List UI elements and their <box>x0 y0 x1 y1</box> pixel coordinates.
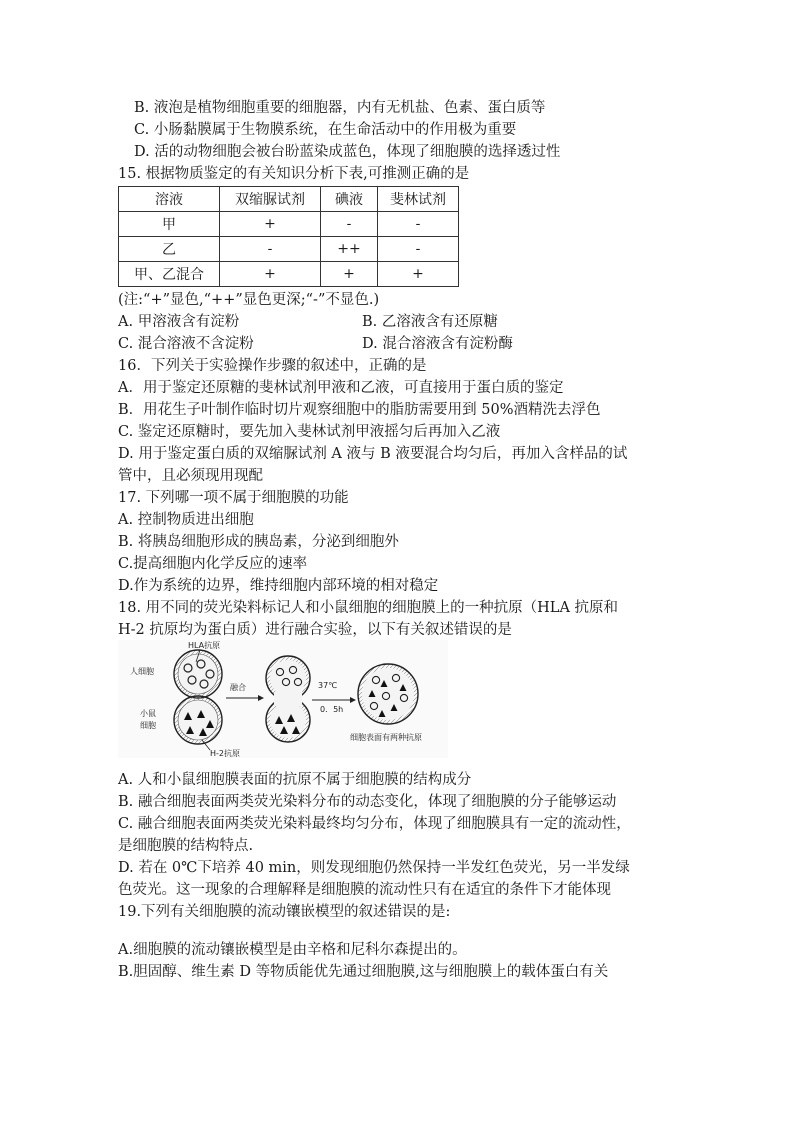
table-header: 斐林试剂 <box>378 187 459 212</box>
table-header: 双缩脲试剂 <box>220 187 321 212</box>
human-cell-label: 人细胞 <box>130 667 154 676</box>
table-cell: 乙 <box>119 237 220 262</box>
q17-option-b: B. 将胰岛细胞形成的胰岛素，分泌到细胞外 <box>118 534 399 550</box>
q18-option-d-line1: D. 若在 0℃下培养 40 min，则发现细胞仍然保持一半发红色荧光，另一半发绿 <box>118 860 630 876</box>
q15-option-c: C. 混合溶液不含淀粉 <box>118 336 254 352</box>
result-label: 细胞表面有两种抗原 <box>350 733 422 742</box>
q17-option-a: A. 控制物质进出细胞 <box>118 512 254 528</box>
q17-option-d: D.作为系统的边界，维持细胞内部环境的相对稳定 <box>118 578 439 594</box>
result-cell <box>358 664 418 724</box>
q16-option-d-line1: D. 用于鉴定蛋白质的双缩脲试剂 A 液与 B 液要混合均匀后，再加入含样品的试 <box>118 446 628 462</box>
q16-option-b: B．用花生子叶制作临时切片观察细胞中的脂肪需要用到 50%酒精洗去浮色 <box>118 402 601 418</box>
q18-option-c-line2: 是细胞膜的结构特点. <box>118 838 254 854</box>
q18-option-b: B. 融合细胞表面两类荧光染料分布的动态变化，体现了细胞膜的分子能够运动 <box>118 794 617 810</box>
table-cell: + <box>378 262 459 287</box>
table-header: 溶液 <box>119 187 220 212</box>
table-header: 碘液 <box>321 187 378 212</box>
q19-option-b: B.胆固醇、维生素 D 等物质能优先通过细胞膜,这与细胞膜上的载体蛋白有关 <box>118 964 609 980</box>
q15-stem: 15. 根据物质鉴定的有关知识分析下表,可推测正确的是 <box>118 166 470 182</box>
q18-stem-line2: H-2 抗原均为蛋白质）进行融合实验，以下有关叙述错误的是 <box>118 622 512 638</box>
q16-option-d-line2: 管中，且必须现用现配 <box>118 468 263 484</box>
q19-option-a: A.细胞膜的流动镶嵌模型是由辛格和尼科尔森提出的。 <box>118 942 467 958</box>
q15-option-b: B. 乙溶液含有还原糖 <box>362 314 498 330</box>
reagent-table <box>118 186 459 287</box>
table-row <box>119 212 459 237</box>
q18-option-c-line1: C. 融合细胞表面两类荧光染料最终均匀分布，体现了细胞膜具有一定的流动性， <box>118 816 631 832</box>
table-cell: + <box>220 262 321 287</box>
q14-option-d: D. 活的动物细胞会被台盼蓝染成蓝色，体现了细胞膜的选择透过性 <box>134 144 561 160</box>
q19-stem: 19.下列有关细胞膜的流动镶嵌模型的叙述错误的是: <box>118 904 451 920</box>
q15-option-a: A. 甲溶液含有淀粉 <box>118 314 240 330</box>
q16-stem: 16．下列关于实验操作步骤的叙述中，正确的是 <box>118 358 427 374</box>
table-cell: - <box>220 237 321 262</box>
q14-option-c: C. 小肠黏膜属于生物膜系统，在生命活动中的作用极为重要 <box>134 122 517 138</box>
q15-option-d: D. 混合溶液含有淀粉酶 <box>362 336 513 352</box>
q14-option-b: B. 液泡是植物细胞重要的细胞器，内有无机盐、色素、蛋白质等 <box>134 100 546 116</box>
temperature-label: 37℃ <box>318 681 338 690</box>
mouse-cell-label-1: 小鼠 <box>140 709 156 718</box>
table-cell: - <box>378 212 459 237</box>
table-cell: - <box>321 212 378 237</box>
mouse-cell <box>174 696 222 744</box>
table-cell: 甲 <box>119 212 220 237</box>
table-cell: 甲、乙混合 <box>119 262 220 287</box>
table-header-row <box>119 187 459 212</box>
table-cell: + <box>321 262 378 287</box>
table-row <box>119 262 459 287</box>
q16-option-c: C. 鉴定还原糖时，要先加入斐林试剂甲液摇匀后再加入乙液 <box>118 424 501 440</box>
q17-option-c: C.提高细胞内化学反应的速率 <box>118 556 308 572</box>
q18-option-d-line2: 色荧光。这一现象的合理解释是细胞膜的流动性只有在适宜的条件下才能体现 <box>118 882 611 898</box>
q18-option-a: A. 人和小鼠细胞膜表面的抗原不属于细胞膜的结构成分 <box>118 772 472 788</box>
time-label: 0．5h <box>320 705 344 714</box>
q17-stem: 17. 下列哪一项不属于细胞膜的功能 <box>118 490 349 506</box>
q15-note: (注:“+”显色,“++”显色更深;“-”不显色.) <box>118 292 380 308</box>
mouse-cell-label-2: 细胞 <box>140 721 156 730</box>
q18-stem-line1: 18. 用不同的荧光染料标记人和小鼠细胞的细胞膜上的一种抗原（HLA 抗原和 <box>118 600 619 616</box>
cell-fusion-diagram <box>118 640 448 758</box>
table-cell: + <box>220 212 321 237</box>
fusion-label: 融合 <box>230 683 246 692</box>
table-row <box>119 237 459 262</box>
h2-antigen-label: H-2抗原 <box>210 749 240 758</box>
q16-option-a: A．用于鉴定还原糖的斐林试剂甲液和乙液，可直接用于蛋白质的鉴定 <box>118 380 564 396</box>
table-cell: - <box>378 237 459 262</box>
hla-antigen-label: HLA抗原 <box>188 641 221 650</box>
table-cell: ++ <box>321 237 378 262</box>
